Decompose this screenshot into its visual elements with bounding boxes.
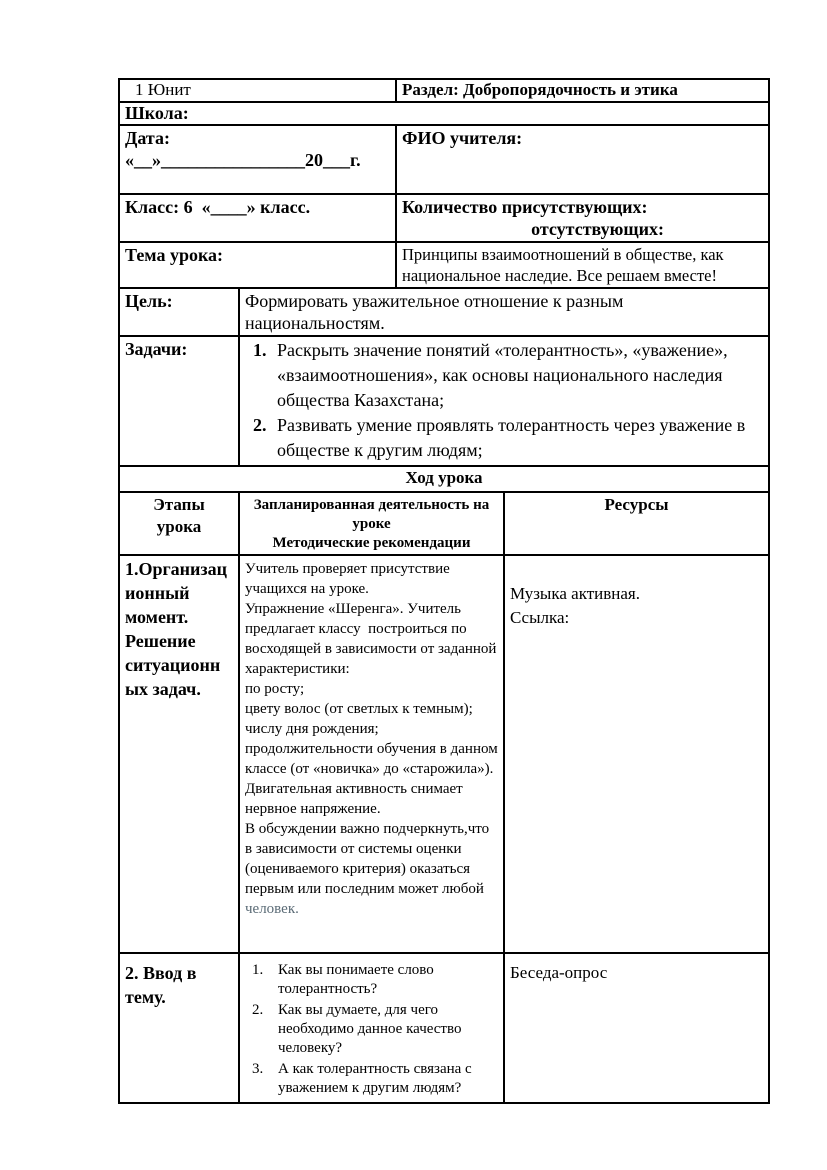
task-text: Раскрыть значение понятий «толерантность», «уважение», «взаимоотношения», как основы национального наследия общества Казахстана;	[277, 340, 728, 410]
present-label: Количество присутствующих:	[402, 197, 648, 217]
question-number: 2.	[252, 1002, 264, 1018]
question-text: А как толерантность связана с уважением к другим людям?	[278, 1061, 472, 1096]
stage1-paragraph: цвету волос (от светлых к темным);	[245, 701, 473, 717]
row-class	[119, 194, 769, 242]
stage2-resources: Беседа-опрос	[504, 953, 769, 1103]
school-label: Школа:	[119, 102, 769, 125]
date-label: Дата:	[125, 128, 170, 148]
question-text: Как вы понимаете слово толерантность?	[278, 962, 434, 997]
row-course-header	[119, 492, 769, 555]
task-number: 1.	[253, 340, 267, 360]
row-unit	[119, 79, 769, 102]
teacher-label: ФИО учителя:	[396, 125, 769, 194]
activity-header-line1: Запланированная деятельность на уроке	[253, 497, 490, 532]
question-number: 3.	[252, 1061, 264, 1077]
stage1-resources	[504, 555, 769, 953]
tasks-label: Задачи:	[119, 336, 239, 466]
stage1-activity	[239, 555, 504, 953]
row-stage2	[119, 953, 769, 1103]
topic-text: Принципы взаимоотношений в обществе, как национальное наследие. Все решаем вместе!	[396, 242, 769, 288]
date-blank-line: «__»________________20___г.	[125, 150, 361, 170]
stage2-questions	[239, 953, 504, 1103]
row-school	[119, 102, 769, 125]
class-line: Класс: 6 «____» класс.	[119, 194, 396, 242]
row-date	[119, 125, 769, 194]
task-number: 2.	[253, 415, 267, 435]
stage1-resource-line: Музыка активная.	[510, 584, 640, 603]
stages-column-header: Этапы урока	[119, 492, 239, 555]
lesson-plan-table	[118, 78, 770, 1104]
row-course-title	[119, 466, 769, 492]
task-text: Развивать умение проявлять толерантность через уважение в обществе к другим людям;	[277, 415, 746, 460]
attendance-cell	[396, 194, 769, 242]
row-tasks	[119, 336, 769, 466]
stage1-resource-line: Ссылка:	[510, 608, 570, 627]
question-item	[245, 961, 498, 999]
date-cell	[119, 125, 396, 194]
stage1-paragraph: Учитель проверяет присутствие учащихся на уроке.	[245, 561, 454, 597]
activity-header-line2: Методические рекомендации	[272, 535, 471, 551]
task-item	[245, 413, 763, 463]
tasks-list	[239, 336, 769, 466]
resources-column-header: Ресурсы	[504, 492, 769, 555]
stage1-paragraph: по росту;	[245, 681, 305, 697]
goal-label: Цель:	[119, 288, 239, 336]
question-item	[245, 1060, 498, 1098]
course-title: Ход урока	[119, 466, 769, 492]
row-topic	[119, 242, 769, 288]
row-goal	[119, 288, 769, 336]
goal-text: Формировать уважительное отношение к разным национальностям.	[239, 288, 769, 336]
stage1-paragraph: числу дня рождения;	[245, 721, 379, 737]
activity-column-header	[239, 492, 504, 555]
stage1-paragraph: Упражнение «Шеренга». Учитель предлагает классу построиться по восходящей в зависимости от заданной характеристики:	[245, 601, 501, 677]
row-stage1	[119, 555, 769, 953]
absent-label: отсутствующих:	[531, 219, 664, 239]
stage2-name: 2. Ввод в тему.	[119, 953, 239, 1103]
stage1-paragraph: Двигательная активность снимает нервное напряжение.	[245, 781, 467, 817]
unit-label: 1 Юнит	[119, 79, 396, 102]
topic-label: Тема урока:	[119, 242, 396, 288]
stage1-name: 1.Организационный момент. Решение ситуационных задач.	[119, 555, 239, 953]
question-item	[245, 1001, 498, 1058]
stage1-closing-muted-word: человек.	[245, 901, 299, 917]
stage1-closing-paragraph	[245, 819, 498, 919]
section-label: Раздел: Добропорядочность и этика	[396, 79, 769, 102]
stage1-paragraph: продолжительности обучения в данном классе (от «новичка» до «старожила»).	[245, 741, 502, 777]
stage1-closing-main: В обсуждении важно подчеркнуть,что в зависимости от системы оценки (оцениваемого критерия) оказаться первым или последним может любой	[245, 821, 493, 897]
question-text: Как вы думаете, для чего необходимо данное качество человеку?	[278, 1002, 462, 1056]
task-item	[245, 338, 763, 413]
question-number: 1.	[252, 962, 264, 978]
